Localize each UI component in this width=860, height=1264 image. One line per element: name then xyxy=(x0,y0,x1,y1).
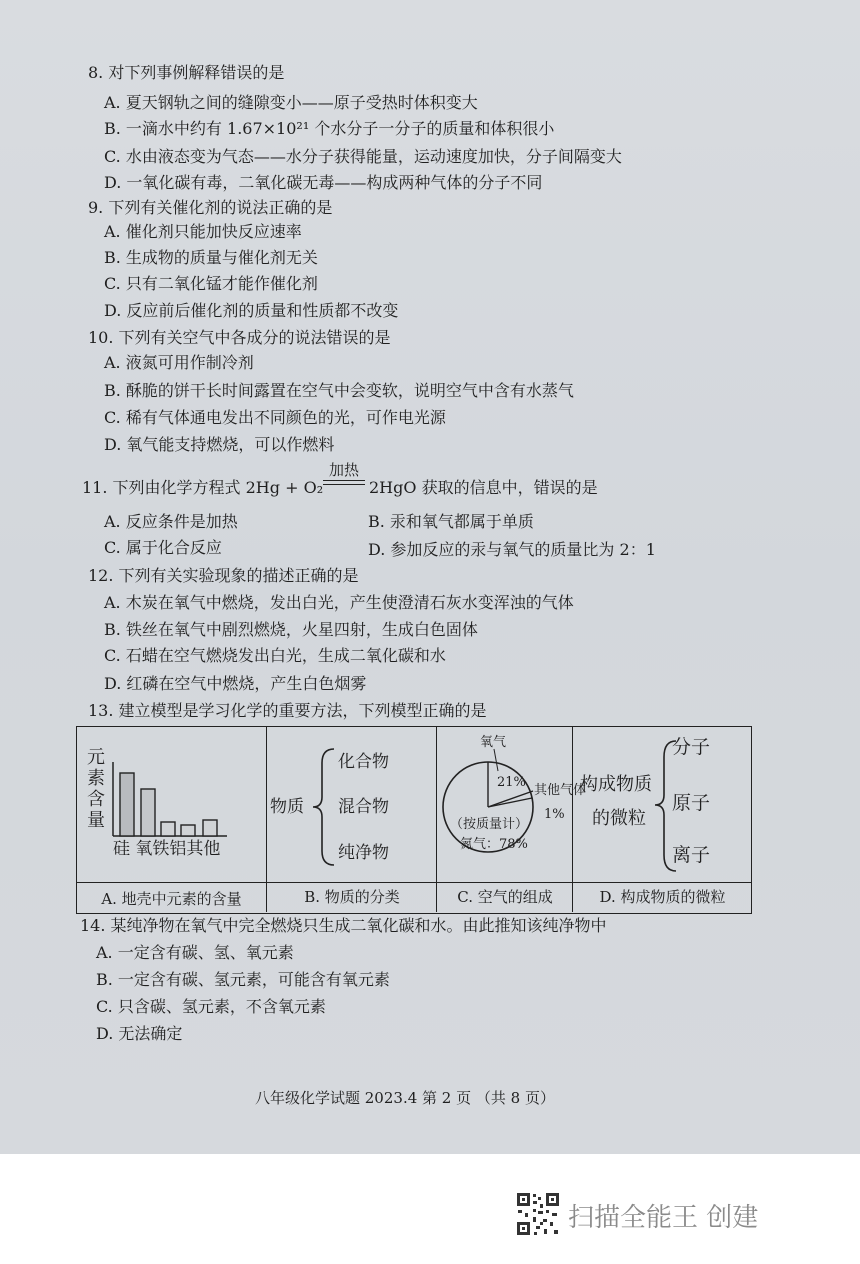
scanner-watermark: 扫描全能王 创建 xyxy=(568,1203,759,1233)
q8-stem: 8. 对下列事例解释错误的是 xyxy=(88,63,285,82)
q12-option-a: A. 木炭在氧气中燃烧，发出白光，产生使澄清石灰水变浑浊的气体 xyxy=(104,593,574,612)
caption-c: C. 空气的组成 xyxy=(436,883,573,912)
bar-silicon xyxy=(120,773,134,836)
q9-option-d: D. 反应前后催化剂的质量和性质都不改变 xyxy=(104,301,399,320)
q11-option-a: A. 反应条件是加热 xyxy=(104,512,238,531)
q11-option-c: C. 属于化合反应 xyxy=(104,538,222,557)
q12-option-c: C. 石蜡在空气燃烧发出白光，生成二氧化碳和水 xyxy=(104,646,446,665)
panel-d-item: 原子 xyxy=(672,792,711,814)
bar-oxygen xyxy=(141,789,155,836)
panel-b-classification xyxy=(266,727,437,882)
ylabel-char: 量 xyxy=(87,810,105,831)
caption-d: D. 构成物质的微粒 xyxy=(572,883,752,912)
q9-stem: 9. 下列有关催化剂的说法正确的是 xyxy=(88,198,333,217)
panel-d-root-line2: 的微粒 xyxy=(592,808,646,829)
q11-stem-prefix: 11. 下列由化学方程式 2Hg + O₂ xyxy=(82,478,324,497)
reaction-arrow xyxy=(319,461,369,485)
panel-a-crust-elements xyxy=(77,727,267,882)
q13-stem: 13. 建立模型是学习化学的重要方法，下列模型正确的是 xyxy=(88,701,487,720)
panel-d-particles xyxy=(572,727,751,882)
q11-option-b: B. 汞和氧气都属于单质 xyxy=(368,512,534,531)
caption-row xyxy=(77,882,751,912)
q10-option-d: D. 氧气能支持燃烧，可以作燃料 xyxy=(104,435,335,454)
panel-b-root: 物质 xyxy=(270,797,304,817)
q9-option-a: A. 催化剂只能加快反应速率 xyxy=(104,222,302,241)
q9-option-c: C. 只有二氧化锰才能作催化剂 xyxy=(104,274,318,293)
q12-stem: 12. 下列有关实验现象的描述正确的是 xyxy=(88,566,359,585)
q14-stem: 14. 某纯净物在氧气中完全燃烧只生成二氧化碳和水。由此推知该纯净物中 xyxy=(80,916,607,935)
q11-stem-suffix: 2HgO 获取的信息中，错误的是 xyxy=(369,478,598,497)
panel-d-root-line1: 构成物质 xyxy=(580,774,652,795)
q8-option-a: A. 夏天钢轨之间的缝隙变小——原子受热时体积变大 xyxy=(104,93,478,112)
panel-d-item: 分子 xyxy=(672,736,711,758)
bar-iron xyxy=(161,822,175,836)
pct-oxygen: 21% xyxy=(497,775,526,790)
q8-option-d: D. 一氧化碳有毒，二氧化碳无毒——构成两种气体的分子不同 xyxy=(104,173,543,192)
caption-a: A. 地壳中元素的含量 xyxy=(101,890,242,908)
panel-b-item: 纯净物 xyxy=(338,843,389,863)
q10-stem: 10. 下列有关空气中各成分的说法错误的是 xyxy=(88,328,391,347)
q14-option-d: D. 无法确定 xyxy=(96,1024,183,1043)
panel-c-air-composition xyxy=(436,727,587,882)
q14-option-b: B. 一定含有碳、氢元素，可能含有氧元素 xyxy=(96,970,390,989)
q14-option-a: A. 一定含有碳、氢、氧元素 xyxy=(96,943,294,962)
panel-b-item: 化合物 xyxy=(338,752,389,772)
q10-option-a: A. 液氮可用作制冷剂 xyxy=(104,353,254,372)
mass-basis-note: （按质量计） xyxy=(450,817,529,832)
panel-a-xlabels: 硅 氧铁铝其他 xyxy=(113,839,221,859)
equals-sign xyxy=(323,480,365,485)
label-other-gases: 其他气体 xyxy=(534,783,587,798)
q8-option-c: C. 水由液态变为气态——水分子获得能量，运动速度加快，分子间隔变大 xyxy=(104,147,622,166)
panel-b-item: 混合物 xyxy=(338,797,389,817)
bar-other xyxy=(203,820,217,836)
q10-option-b: B. 酥脆的饼干长时间露置在空气中会变软，说明空气中含有水蒸气 xyxy=(104,381,574,400)
pct-other-gases: 1% xyxy=(544,807,565,822)
ylabel-char: 含 xyxy=(87,789,105,810)
q9-option-b: B. 生成物的质量与催化剂无关 xyxy=(104,248,318,267)
q12-option-b: B. 铁丝在氧气中剧烈燃烧，火星四射，生成白色固体 xyxy=(104,620,478,639)
q11-option-d: D. 参加反应的汞与氧气的质量比为 2：1 xyxy=(368,540,656,559)
ylabel-char: 素 xyxy=(87,768,105,789)
caption-b: B. 物质的分类 xyxy=(266,883,437,912)
ylabel-char: 元 xyxy=(87,747,105,768)
qr-code-icon xyxy=(516,1192,560,1236)
panel-d-item: 离子 xyxy=(672,844,711,866)
panel-b-brace xyxy=(310,745,340,870)
label-oxygen: 氧气 xyxy=(480,735,507,750)
q14-option-c: C. 只含碳、氢元素，不含氧元素 xyxy=(96,997,326,1016)
reaction-condition: 加热 xyxy=(328,461,359,479)
model-figure xyxy=(76,726,752,914)
q10-option-c: C. 稀有气体通电发出不同颜色的光，可作电光源 xyxy=(104,408,446,427)
q12-option-d: D. 红磷在空气中燃烧，产生白色烟雾 xyxy=(104,674,367,693)
bar-aluminum xyxy=(181,825,195,836)
page-footer: 八年级化学试题 2023.4 第 2 页 （共 8 页） xyxy=(255,1089,555,1107)
q8-option-b: B. 一滴水中约有 1.67×10²¹ 个水分子一分子的质量和体积很小 xyxy=(104,119,555,138)
label-nitrogen: 氮气：78% xyxy=(460,837,528,852)
